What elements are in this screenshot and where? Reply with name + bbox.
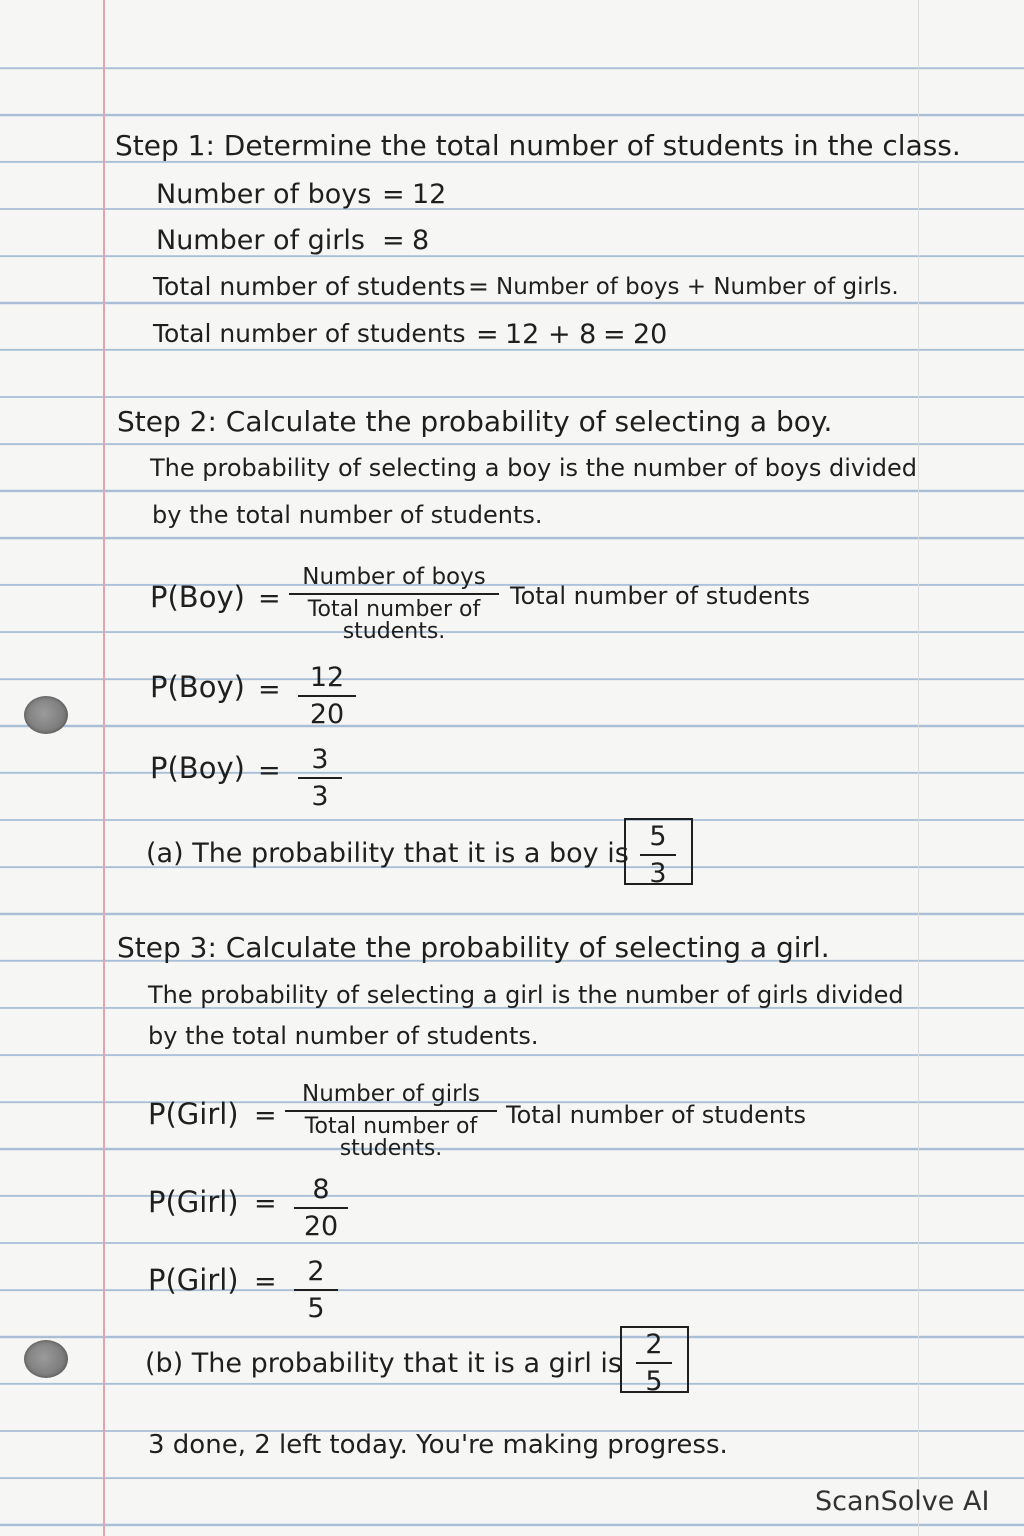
fraction-denominator: Total number of students. — [304, 1114, 478, 1161]
boy-answer-box — [624, 818, 693, 889]
fraction-bar — [298, 695, 356, 697]
fraction-bar — [289, 593, 499, 595]
step3-description-line2: by the total number of students. — [148, 1022, 539, 1050]
boy-simplified-fraction — [298, 746, 342, 810]
girl-answer-text: (b) The probability that it is a girl is — [145, 1348, 622, 1379]
fraction-bar — [294, 1289, 338, 1291]
total-calc-result: 20 — [633, 319, 668, 350]
p-boy-label: P(Boy) — [150, 580, 245, 614]
fraction-denominator: 20 — [309, 699, 345, 730]
equals-sign: = — [476, 319, 499, 350]
boy-formula-fraction — [289, 566, 499, 643]
fraction-numerator: 3 — [311, 744, 329, 775]
fraction-numerator: Number of girls — [301, 1081, 480, 1107]
total-formula-label: Total number of students — [153, 272, 466, 301]
fraction-bar — [636, 1362, 672, 1364]
boy-answer-fraction — [640, 823, 676, 887]
boy-formula-extra: Total number of students — [510, 582, 810, 610]
boys-label: Number of boys — [156, 179, 372, 210]
equals-sign: = — [258, 583, 281, 614]
step1-heading: Step 1: Determine the total number of students in the class. — [115, 129, 961, 162]
fraction-denominator: 5 — [645, 1366, 663, 1397]
girl-formula-fraction — [285, 1083, 497, 1160]
p-boy-label: P(Boy) — [150, 670, 245, 704]
total-calc-rhs: 12 + 8 — [505, 319, 597, 350]
fraction-bar — [640, 854, 676, 856]
equals-sign: = — [382, 225, 405, 256]
girl-simplified-fraction — [294, 1258, 338, 1322]
p-girl-label: P(Girl) — [148, 1263, 239, 1297]
equals-sign: = — [468, 272, 489, 301]
fraction-denominator: 20 — [303, 1211, 339, 1242]
equals-sign: = — [603, 319, 626, 350]
boy-answer-text: (a) The probability that it is a boy is — [146, 838, 629, 869]
girls-value: 8 — [412, 225, 430, 256]
girls-label: Number of girls — [156, 225, 365, 256]
progress-note: 3 done, 2 left today. You're making progress. — [148, 1430, 728, 1460]
equals-sign: = — [382, 179, 405, 210]
fraction-denominator: Total number of students. — [307, 597, 481, 644]
fraction-bar — [285, 1110, 497, 1112]
girl-answer-fraction — [636, 1331, 672, 1395]
fraction-denominator: 3 — [311, 781, 329, 812]
step3-heading: Step 3: Calculate the probability of selecting a girl. — [117, 931, 830, 964]
boy-calc-fraction — [298, 664, 356, 728]
total-calc-label: Total number of students — [153, 319, 466, 348]
fraction-bar — [294, 1207, 348, 1209]
equals-sign: = — [254, 1188, 277, 1219]
watermark: ScanSolve AI — [815, 1486, 990, 1517]
fraction-numerator: 2 — [307, 1256, 325, 1287]
girl-calc-fraction — [294, 1176, 348, 1240]
p-boy-label: P(Boy) — [150, 751, 245, 785]
step3-description-line1: The probability of selecting a girl is the number of girls divided — [148, 981, 904, 1009]
boys-value: 12 — [412, 179, 447, 210]
equals-sign: = — [254, 1266, 277, 1297]
fraction-numerator: Number of boys — [302, 564, 486, 590]
fraction-bar — [298, 777, 342, 779]
p-girl-label: P(Girl) — [148, 1185, 239, 1219]
step2-heading: Step 2: Calculate the probability of selecting a boy. — [117, 405, 833, 438]
total-formula-rhs: Number of boys + Number of girls. — [496, 274, 899, 300]
step2-description-line2: by the total number of students. — [152, 501, 543, 529]
fraction-numerator: 12 — [309, 662, 345, 693]
margin-line — [103, 0, 105, 1536]
fraction-denominator: 5 — [307, 1293, 325, 1324]
paper-edge — [918, 0, 919, 1536]
fraction-numerator: 2 — [645, 1329, 663, 1360]
equals-sign: = — [254, 1100, 277, 1131]
punch-hole-icon — [24, 1340, 68, 1378]
fraction-denominator: 3 — [649, 858, 667, 889]
equals-sign: = — [258, 674, 281, 705]
girl-answer-box — [620, 1326, 689, 1397]
fraction-numerator: 8 — [312, 1174, 330, 1205]
girl-formula-extra: Total number of students — [506, 1101, 806, 1129]
fraction-numerator: 5 — [649, 821, 667, 852]
equals-sign: = — [258, 755, 281, 786]
step2-description-line1: The probability of selecting a boy is the number of boys divided — [150, 454, 917, 482]
p-girl-label: P(Girl) — [148, 1097, 239, 1131]
punch-hole-icon — [24, 696, 68, 734]
